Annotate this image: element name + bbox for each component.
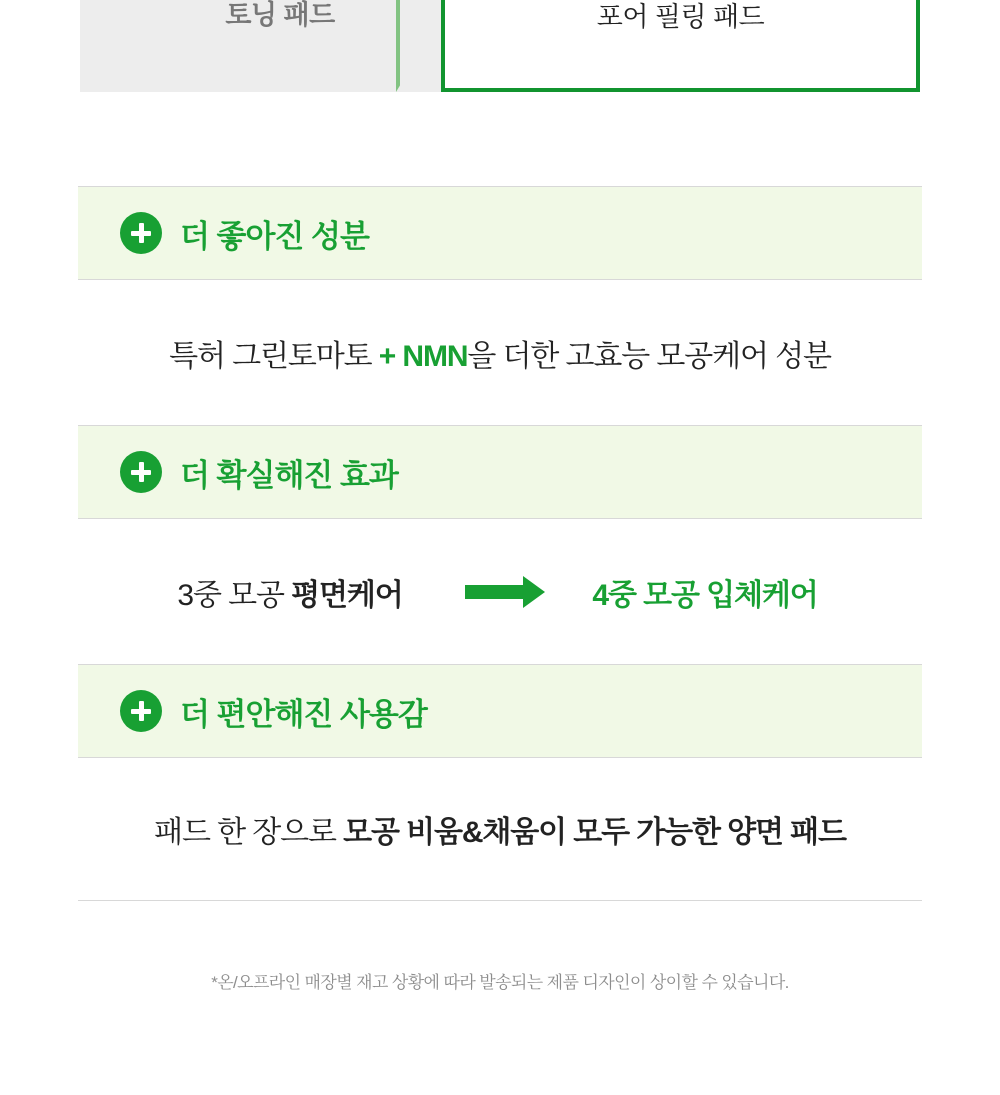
plus-circle-icon <box>120 212 162 254</box>
feature-body-usability <box>78 758 922 900</box>
feature-body-prefix: 특허 그린토마토 <box>169 339 379 373</box>
transition-arrow-icon <box>400 0 446 92</box>
effect-comparison-row <box>108 570 892 614</box>
arrow-right-icon <box>440 585 550 599</box>
feature-body-accent: + NMN <box>378 339 468 373</box>
comparison-strip <box>0 0 1000 92</box>
feature-body-text <box>169 331 831 375</box>
feature-heading-usability <box>78 665 922 757</box>
feature-heading-label: 더 좋아진 성분 <box>180 218 369 254</box>
old-product-label: 토닝 패드 <box>225 0 335 30</box>
feature-body-ingredients <box>78 280 922 425</box>
feature-heading-ingredients <box>78 187 922 279</box>
plus-circle-icon <box>120 451 162 493</box>
feature-body-effect <box>78 519 922 664</box>
feature-heading-label: 더 확실해진 효과 <box>180 457 398 493</box>
feature-body-suffix: 을 더한 고효능 모공케어 성분 <box>467 339 831 373</box>
feature-body-text <box>154 807 846 851</box>
arrow-right-shape <box>465 585 525 599</box>
new-product-label: 포어 필링 패드 <box>596 1 765 32</box>
feature-list <box>78 186 922 901</box>
footnote-text: *온/오프라인 매장별 재고 상황에 따라 발송되는 제품 디자인이 상이할 수 있습니다. <box>211 973 789 992</box>
plus-circle-icon <box>120 690 162 732</box>
feature-heading-label: 더 편안해진 사용감 <box>180 696 427 732</box>
feature-heading-effect <box>78 426 922 518</box>
effect-old-prefix: 3중 모공 <box>177 578 292 612</box>
effect-old-text <box>140 570 440 614</box>
divider <box>78 900 922 901</box>
effect-old-strong: 평면케어 <box>291 578 403 612</box>
new-product-box <box>441 0 920 92</box>
effect-new-text: 4중 모공 입체케어 <box>592 578 818 612</box>
feature-body-strong: 모공 비움&채움이 모두 가능한 양면 패드 <box>343 816 846 849</box>
feature-body-prefix: 패드 한 장으로 <box>154 816 344 849</box>
